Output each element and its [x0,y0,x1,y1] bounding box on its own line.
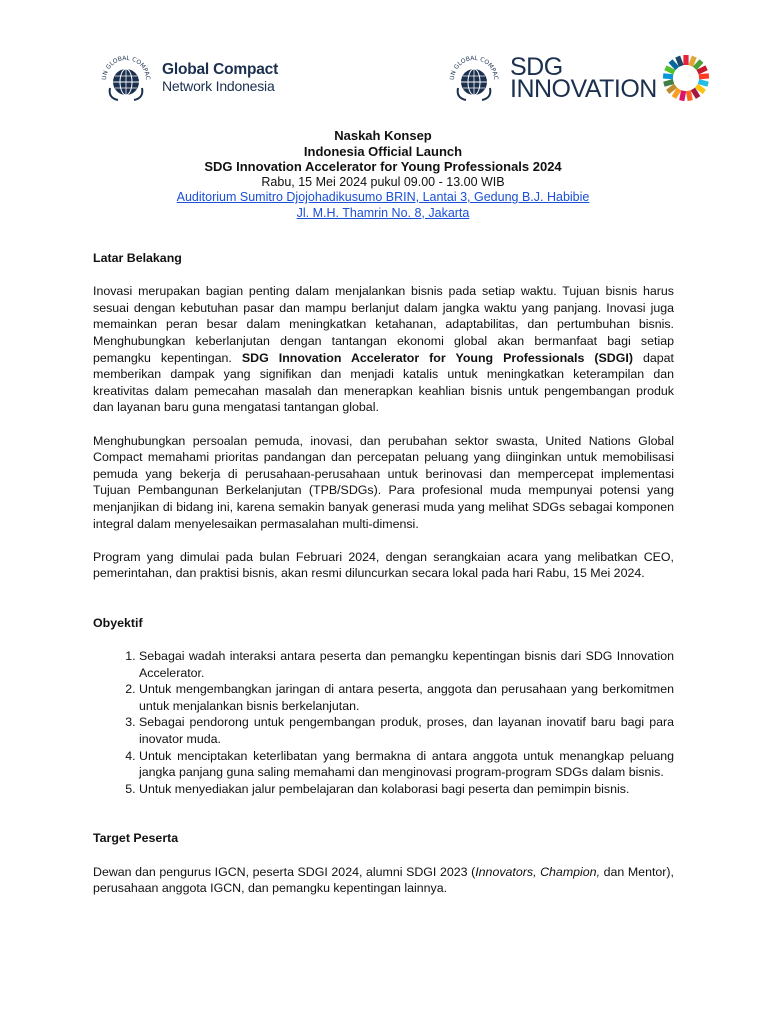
paragraph-latar-3: Program yang dimulai pada bulan Februari 2024, dengan serangkaian acara yang melibatkan CEO, pemerintahan, dan praktisi bisnis, akan resmi diluncurkan secara lokal pada hari Rabu, 15 Mei 2024. [93,549,674,581]
list-item: 3. Sebagai pendorong untuk pengembangan produk, proses, dan layanan inovatif baru bagi para inovator muda. [139,714,674,747]
title-block [92,128,674,221]
un-globe-icon [98,50,154,106]
heading-obyektif: Obyektif [93,615,143,630]
innovation-word: INNOVATION [510,75,657,103]
document-body [93,250,674,897]
program-name: SDG Innovation Accelerator for Young Professionals 2024 [204,159,562,174]
venue-link[interactable]: Auditorium Sumitro Djojohadikusumo BRIN, Lantai 3, Gedung B.J. Habibie [176,190,590,204]
paragraph-latar-1-text-a: Inovasi merupakan bagian penting dalam menjalankan bisnis pada setiap waktu. Tujuan bisnis harus sesuai dengan kebutuhan pasar dan mampu berlanjut dalam jangka waktu yang panjang. Inovasi juga memainkan peran besar dalam meningkatkan ketahanan, adaptabilitas, dan pertumbuhan bisnis. Menghubungkan keberlanjutan dengan tantangan ekonomi global akan bermanfaat bagi setiap pemangku kepentingan. [93,284,674,365]
sdg-innovation-logo [446,52,711,104]
list-item: 2. Untuk mengembangkan jaringan di antara peserta, anggota dan perusahaan yang berkomitmen untuk menjalankan bisnis berkelanjutan. [139,681,674,714]
un-arc-text: UN GLOBAL COMPAC [448,54,500,81]
paragraph-latar-1 [93,283,674,416]
objective-list [93,648,674,797]
paragraph-target-text-b: dan Mentor), perusahaan anggota IGCN, dan pemangku kepentingan lainnya. [93,864,674,896]
paragraph-target-text-a: Dewan dan pengurus IGCN, peserta SDGI 2024, alumni SDGI 2023 ( [93,864,476,879]
gc-title: Global Compact [162,61,279,78]
event-date: Rabu, 15 Mei 2024 pukul 09.00 - 13.00 WIB [261,174,505,189]
paragraph-target [93,864,674,897]
address-link[interactable]: Jl. M.H. Thamrin No. 8, Jakarta [296,205,470,220]
list-item: 1. Sebagai wadah interaksi antara peserta dan pemangku kepentingan bisnis dari SDG Innovation Accelerator. [139,648,674,681]
gc-subtitle: Network Indonesia [162,78,275,94]
doc-title: Naskah Konsep [334,128,432,143]
heading-target-peserta: Target Peserta [93,831,179,846]
heading-latar-belakang: Latar Belakang [93,251,182,265]
list-item: 5. Untuk menyediakan jalur pembelajaran dan kolaborasi bagi peserta dan pemimpin bisnis. [139,781,674,798]
doc-subtitle: Indonesia Official Launch [303,143,463,159]
list-item: 4. Untuk menciptakan keterlibatan yang bermakna di antara anggota untuk menangkap peluang jangka panjang guna saling memahami dan menginovasi program-program SDGs dalam bisnis. [139,748,674,781]
paragraph-latar-1-text-b: dapat memberikan dampak yang signifikan dan menjadi katalis untuk meningkatkan keterampilan dan kreativitas dalam pemecahan masalah dan menerapkan keahlian bisnis untuk pengembangan produk dan layanan baru guna mengatasi tantangan global. [93,350,674,415]
paragraph-latar-2: Menghubungkan persoalan pemuda, inovasi, dan perubahan sektor swasta, United Nations Global Compact memahami prioritas pandangan dan percepatan peluang yang diinginkan untuk memobilisasi pemuda yang bekerja di perusahaan-perusahaan untuk berinovasi dan mempercepat implementasi Tujuan Pembangunan Berkelanjutan (TPB/SDGs). Para profesional muda mempunyai potensi yang menjanjikan di bidang ini, karena semakin banyak generasi muda yang melihat SDGs sebagai komponen integral dalam menyelesaikan permasalahan multi-dimensi. [93,433,674,531]
un-arc-text: UN GLOBAL COMPAC [100,54,152,81]
un-globe-icon [446,52,502,104]
sdg-word: SDG [510,53,563,81]
global-compact-logo [98,50,278,106]
alumni-roles: Innovators, Champion, [475,864,601,879]
sdgi-program-name: SDG Innovation Accelerator for Young Professionals (SDGI) [241,350,633,365]
sdg-wheel-icon [661,53,711,103]
